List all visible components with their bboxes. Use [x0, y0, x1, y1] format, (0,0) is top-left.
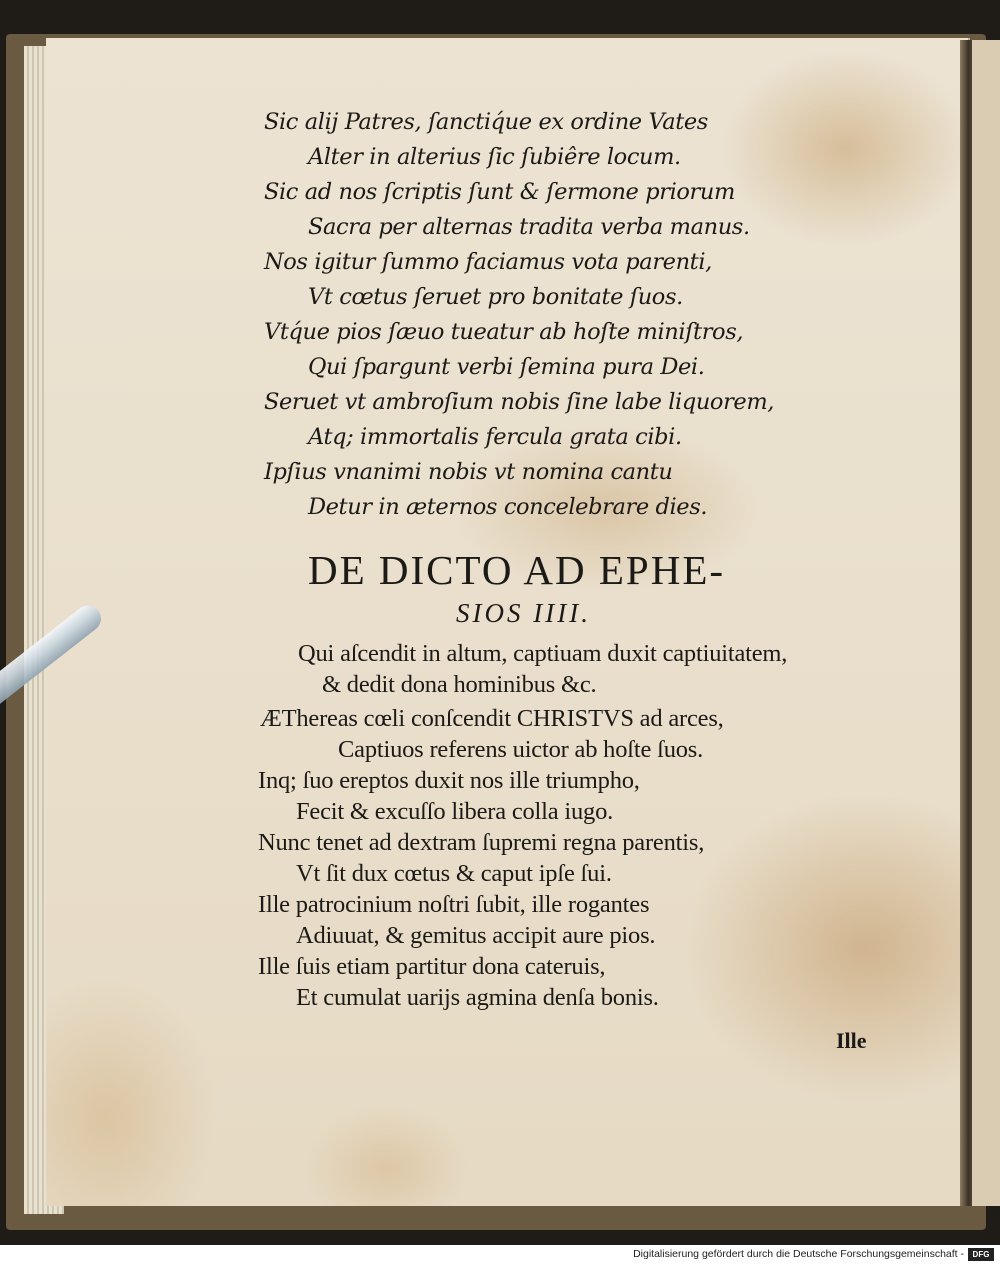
verse-line: Ipſius vnanimi nobis vt nomina cantu	[264, 459, 673, 485]
verse-line: Vt cœtus ſeruet pro bonitate ſuos.	[308, 284, 683, 310]
verse-line: Adiuuat, & gemitus accipit aure pios.	[296, 922, 656, 949]
verse-line: Sic alij Patres, ſanctiq́ue ex ordine Vates	[264, 109, 708, 135]
verse-line: Et cumulat uarijs agmina denſa bonis.	[296, 984, 659, 1011]
verse-line: ÆThereas cœli conſcendit CHRISTVS ad arces,	[260, 705, 724, 732]
verse-line: Captiuos referens uictor ab hoſte ſuos.	[338, 736, 704, 763]
dfg-logo-icon: DFG	[968, 1248, 994, 1261]
section-subtitle: SIOS IIII.	[456, 598, 591, 628]
verse-line: Seruet vt ambroſium nobis ſine labe liquorem,	[264, 389, 775, 415]
verse-line: Ille ſuis etiam partitur dona cateruis,	[258, 953, 606, 980]
verse-line: Fecit & excuſſo libera colla iugo.	[296, 798, 614, 825]
verse-line: Inq; ſuo ereptos duxit nos ille triumpho,	[258, 767, 640, 794]
verse-line: Sacra per alternas tradita verba manus.	[308, 214, 750, 240]
verse-line: Detur in æternos concelebrare dies.	[308, 494, 708, 520]
epigraph-line: & dedit dona hominibus &c.	[322, 671, 597, 698]
footer-bar	[0, 1245, 1000, 1265]
verse-line: Qui ſpargunt verbi ſemina pura Dei.	[308, 354, 705, 380]
verse-line: Vt ſit dux cœtus & caput ipſe ſui.	[296, 860, 612, 887]
book-page	[46, 38, 970, 1206]
catchword: Ille	[836, 1028, 867, 1053]
verse-line: Sic ad nos ſcriptis ſunt & ſermone priorum	[264, 179, 735, 205]
section-title: DE DICTO AD EPHE-	[308, 547, 726, 593]
verse-line: Vtq́ue pios ſæuo tueatur ab hoſte miniſtros,	[264, 319, 744, 345]
verse-line: Atq; immortalis fercula grata cibi.	[308, 424, 682, 450]
epigraph-line: Qui aſcendit in altum, captiuam duxit captiuitatem,	[298, 640, 788, 667]
footer-credit: Digitalisierung gefördert durch die Deutsche Forschungsgemeinschaft -	[633, 1248, 964, 1260]
verse-line: Alter in alterius ſic ſubiêre locum.	[308, 144, 681, 170]
facing-page-edge	[972, 40, 1000, 1206]
verse-line: Ille patrocinium noſtri ſubit, ille rogantes	[258, 891, 650, 918]
verse-line: Nunc tenet ad dextram ſupremi regna parentis,	[258, 829, 705, 856]
verse-line: Nos igitur ſummo faciamus vota parenti,	[264, 249, 712, 275]
